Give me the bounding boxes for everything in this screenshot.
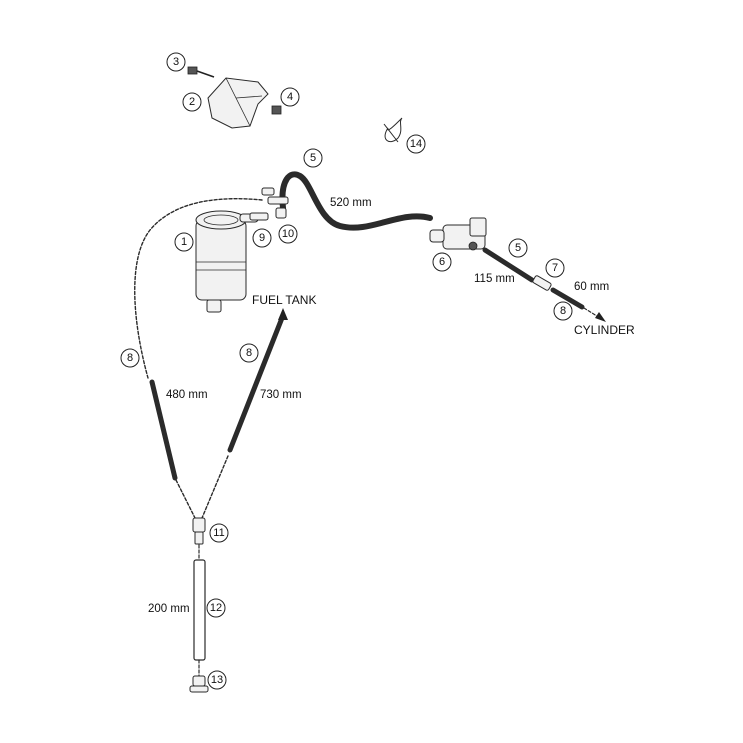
callout-1 [175, 233, 193, 251]
filter-cap [190, 676, 208, 692]
callout-4 [281, 88, 299, 106]
svg-text:8: 8 [126, 352, 134, 364]
callout-8-right [554, 302, 572, 320]
callout-14 [407, 135, 425, 153]
callout-12 [207, 599, 225, 617]
clip-part [384, 118, 402, 142]
dim-200: 200 mm [148, 603, 190, 615]
dim-480: 480 mm [166, 389, 208, 401]
svg-text:14: 14 [409, 138, 423, 150]
svg-text:4: 4 [286, 91, 294, 103]
t-fitting [193, 518, 205, 544]
svg-text:12: 12 [209, 602, 223, 614]
dim-115: 115 mm [474, 273, 515, 285]
callout-13 [208, 671, 226, 689]
dim-60: 60 mm [574, 281, 610, 293]
svg-text:13: 13 [210, 674, 224, 686]
svg-text:8: 8 [559, 305, 567, 317]
callout-5-lower [509, 239, 527, 257]
hose-200 [194, 560, 205, 660]
svg-text:7: 7 [551, 262, 559, 274]
svg-text:3: 3 [172, 56, 180, 68]
callout-10 [279, 225, 297, 243]
svg-text:10: 10 [281, 228, 295, 240]
callout-3 [167, 53, 185, 71]
fuel-tank-label: FUEL TANK [252, 293, 317, 307]
charcoal-canister [196, 211, 258, 312]
callout-11 [210, 524, 228, 542]
callout-9 [253, 229, 271, 247]
fuel-tank-arrow [278, 308, 288, 320]
callout-5-upper [304, 149, 322, 167]
svg-text:6: 6 [438, 256, 446, 268]
cylinder-label: CYLINDER [574, 323, 635, 337]
callout-8-middle [240, 344, 258, 362]
svg-text:2: 2 [188, 96, 196, 108]
svg-text:8: 8 [245, 347, 253, 359]
svg-text:11: 11 [213, 527, 225, 539]
callout-2 [183, 93, 201, 111]
cylinder-arrow [595, 312, 606, 322]
callout-7 [546, 259, 564, 277]
purge-valve [430, 218, 486, 250]
screw-part [188, 67, 214, 77]
callout-8-left [121, 349, 139, 367]
svg-text:5: 5 [514, 242, 522, 254]
dim-730: 730 mm [260, 389, 302, 401]
bracket-part [208, 78, 281, 128]
dim-520: 520 mm [330, 197, 372, 209]
inline-fitting [532, 275, 552, 291]
callout-6 [433, 253, 451, 271]
svg-text:9: 9 [258, 232, 266, 244]
svg-text:5: 5 [309, 152, 317, 164]
svg-text:1: 1 [180, 236, 188, 248]
